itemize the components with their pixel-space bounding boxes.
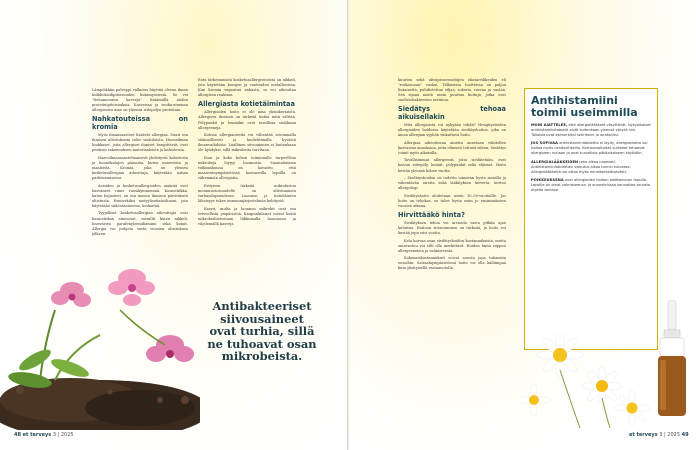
magazine-brand: et terveys — [22, 432, 52, 438]
nasal-spray-and-chamomile-illustration — [520, 300, 696, 430]
issue-number: 3 | 2025 — [659, 432, 681, 438]
chamomile-flower — [614, 390, 650, 426]
issue-number: 3 | 2025 — [52, 432, 74, 438]
box-item — [531, 160, 651, 175]
body-paragraph: Allergioiden hoito ei ole aina yksinkertaista. Allergisen ihmisen on tärkeää tietää mitä välttää. Pölypunkit ja lemmikit ovat tavallisia sisäilman allergeeneja. — [198, 110, 296, 130]
chamomile-flower — [520, 384, 550, 416]
box-item-text: teho alkaa nopeasti. Antihistamiinitablettien vaikutus alkaa tunnin kuluessa. Allergialääkkeitä voi ottaa myös ennaltaehkäisevästi. — [531, 159, 631, 174]
orchid-flower — [51, 282, 91, 307]
box-title: Antihistamiini toimii useimmilla — [531, 94, 638, 119]
page-number: 48 — [14, 432, 21, 438]
intro-paragraph: Lämpöikkiin palveppi valkutus häyttää olevan ilman hiilidioksidipitoisuuden lisäämyssiestä. Se voi "tiehanneansa kaveeja" lisäämällä niiden proteiinipitoisuuksia. Kasveissa ja ruoka-aineissa allergisoiva aine on yleensä siitepölyn proteiinia. — [92, 88, 188, 113]
section-heading: Nahkatouteissa on kromia — [92, 115, 188, 131]
body-paragraph: Kasvit, multa ja luonnon mikrobit ovat osa terveellistä ympäristöä. Kaupunkilaiset voivat lisätä mikrobialtistustaan liikkumalla luonnossa ja viljelemällä kasveja. — [198, 206, 296, 226]
right-column-1 — [398, 78, 506, 274]
page-number: 49 — [681, 432, 689, 438]
body-paragraph: Allergiaa aiheuttavaa ainetta annetaan vähitellen kasvavina annoksina, jotta elimistö tottuisi siihen. Siedätys toimii myös aikuisilla. — [398, 140, 506, 155]
box-item-text: ovat allergioiden hoidon aloittaminen lapsilla. Lapsille on omat valmisteensa, ja annostelussa kannattaa seurata ohjeita tarkasti. — [531, 177, 651, 193]
nasal-spray-bottle-icon — [658, 300, 686, 416]
body-paragraph: Siedätyksen tehoa voi arvioida vasta pitkän ajan kuluttua. Hoitoon sitoutuminen on tärkeää, ja hoito voi kestää jopa viisi vuotta. — [398, 220, 506, 236]
body-paragraph: Myös ilmansaasteet lisäävät allergiaa. Suuri osa ihmisen altistuksista tulee sisätiloista. Huoneilman hiukkaset, joita allergiset ihmiset hengittävät, ovat peräisin rakennuksen materiaaleista ja kalusteista. — [92, 132, 188, 153]
box-item — [531, 123, 651, 138]
box-item — [531, 141, 651, 156]
left-column-1 — [92, 88, 188, 239]
body-paragraph: Kotona allergiaoireita voi vähentää siivoamalla säännöllisesti ja huolehtimalla hyvästä ilmanvaihdosta. Liiallinen siivoaminen ei kuitenkaan ole hyödyksi, sillä mikrobeita tarvitaan. — [198, 133, 296, 153]
body-paragraph: Kela korvaa osan siedätyshoidon kustannuksista, mutta omavastuu voi silti olla merkittävä. Hoidon hinta riippuu allergeeneista ja valmisteesta. — [398, 238, 506, 253]
box-item-text: antihistamiinitablettia ei löydy, allergiaoireita voi hoitaa myös nenäsuihkeilla. Kortisonipitoiset suihkeet tehoavat allergiseen nuhaan ja ovat turvallisia pitkäaikaiseen käyttöön. — [531, 141, 648, 156]
pull-quote: Antibakteeriset siivousaineet ovat turhia, sillä ne tuhoavat osan mikrobeista. — [207, 299, 317, 363]
box-item-lead: ALLERGIALÄÄKKEIDEN — [531, 159, 579, 164]
left-page — [0, 0, 347, 450]
orchid-flower — [108, 269, 155, 306]
intro-paragraph: kuurien sekä ultraprosessoitujen elintarvikkeiden eli "roskaruoan" vuoksi. Tällaisissa tuotteissa on paljon lisäaineita, puhdistettua viljaa, sokeria, rasvaa ja suolaa. Sen sijaan niistä usein puuttuu kuituja, jotka ovat suolistobakteerien ravintoa. — [398, 78, 506, 103]
box-item — [531, 178, 651, 193]
body-paragraph: Tavallisimmat allergeenit, joita siedätetään, ovat koivun siitepöly, heinät, pölypunkit sekä eläimet. Hoito kestää yleensä kolme vuotta. — [398, 158, 506, 173]
section-heading: Hirvittääkö hinta? — [398, 210, 465, 219]
body-paragraph: Tyypillisiä kosketusallergian aiheuttajia ovat kosmetiikan ainesosat, metallit kuten nikkeli, hiusvärien parafenyleenidiamiini sekä kumit. Allergia voi puhjeta vasta vuosien altistuksen jälkeen. — [92, 211, 188, 236]
magazine-brand: et terveys — [629, 432, 658, 438]
box-item-lead: JOS SOPIVAA — [531, 141, 559, 146]
box-item-lead: MONI AIATTELEE, — [531, 123, 568, 127]
body-paragraph: Ihon ja koko kehon toiminnalle tarpeellisia mikrobeja löytyy luonnosta. Suomalaisissa tutkimuksissa on havaittu, että maaseutuympäristössä kasvaneilla lapsilla on vähemmän allergioita. — [198, 155, 296, 181]
body-paragraph: Erityisen tärkeää mikrobiston monimuotoisuudelle on altistuminen varhaislapsuudessa. Luonnon ja kotieläinten läheisyys tukee immuunijärjestelmän kehitystä. — [198, 183, 296, 204]
box-item-lead: POIKKEUKSENA — [531, 177, 564, 182]
orchid-soil-illustration — [0, 250, 200, 430]
left-folio — [14, 432, 74, 438]
body-paragraph: Haavoilmansaastelmaisesti yhdistyvät kalustosta ja huonekalujen pinnasta, kuten muoveista ja maaleista. Kromia, joka on yleinen kosketusallergian aiheuttaja, käytetään nahan parkitsemisessa. — [92, 155, 188, 181]
body-paragraph: Siedätyshoito aloitetaan usein 10–50-vuotiaille. Jos hoito on tehokas, se tulee hyvin esiin jo ensimmäisten vuosien aikana. — [398, 193, 506, 208]
right-folio — [629, 432, 689, 438]
left-column-2 — [198, 78, 296, 229]
body-paragraph: Kokonaiskustannukset voivat nousta jopa tuhansiin euroihin. Sairaalaympäristössä hoito voi olla kalliimpaa kuin yksityisellä vastaanotolla. — [398, 256, 506, 271]
orchid-flower — [146, 335, 194, 362]
intro-paragraph: Eräs tärkeimmistä kosketusallergeeneista on nikkeli, jota käytetään korujen ja vaatteiden metalliosissa. Kun kromia vapautuu nahasta, se voi aiheuttaa allergisen reaktion. — [198, 78, 296, 98]
body-paragraph: Asioiden ja kosketusallergioiden määrää ovat kasvaneet viime vuosikymmeninä. Kosmetiikka, kuten hajusteet, on osa monen ihmisen päivittäistä altistusta. Esimerkiksi metyylisotiatsolinoni, jota käytetään säilöntäaineena, herkistää. — [92, 183, 188, 208]
body-paragraph: Mitä allergioista voi nykyään tehdä? Hengitysteiden allergioiden hoidossa käytetään siedätyshoitoa, joka on ainoa allergian syyhön vaikuttava hoito. — [398, 122, 506, 138]
section-heading: Siedätys tehoaa aikuisellakin — [398, 105, 506, 121]
box-item-text: että allergialääkkeet väsyttävät. Nykyaikaiset antihistamiinitabletit eivät kuitenkaan yleensä väsytä niin. Tällaisia ovat esimerkiksi setiritsiini ja loratadiini. — [531, 123, 651, 138]
section-heading: Allergiasta kotietäimintaa — [198, 100, 295, 109]
body-paragraph: – Siedätyshoidon on todettu toimivan hyvin monilla ja vähentävän oireita sekä lääkityksen tarvetta, kertoo allergologi. — [398, 175, 506, 191]
